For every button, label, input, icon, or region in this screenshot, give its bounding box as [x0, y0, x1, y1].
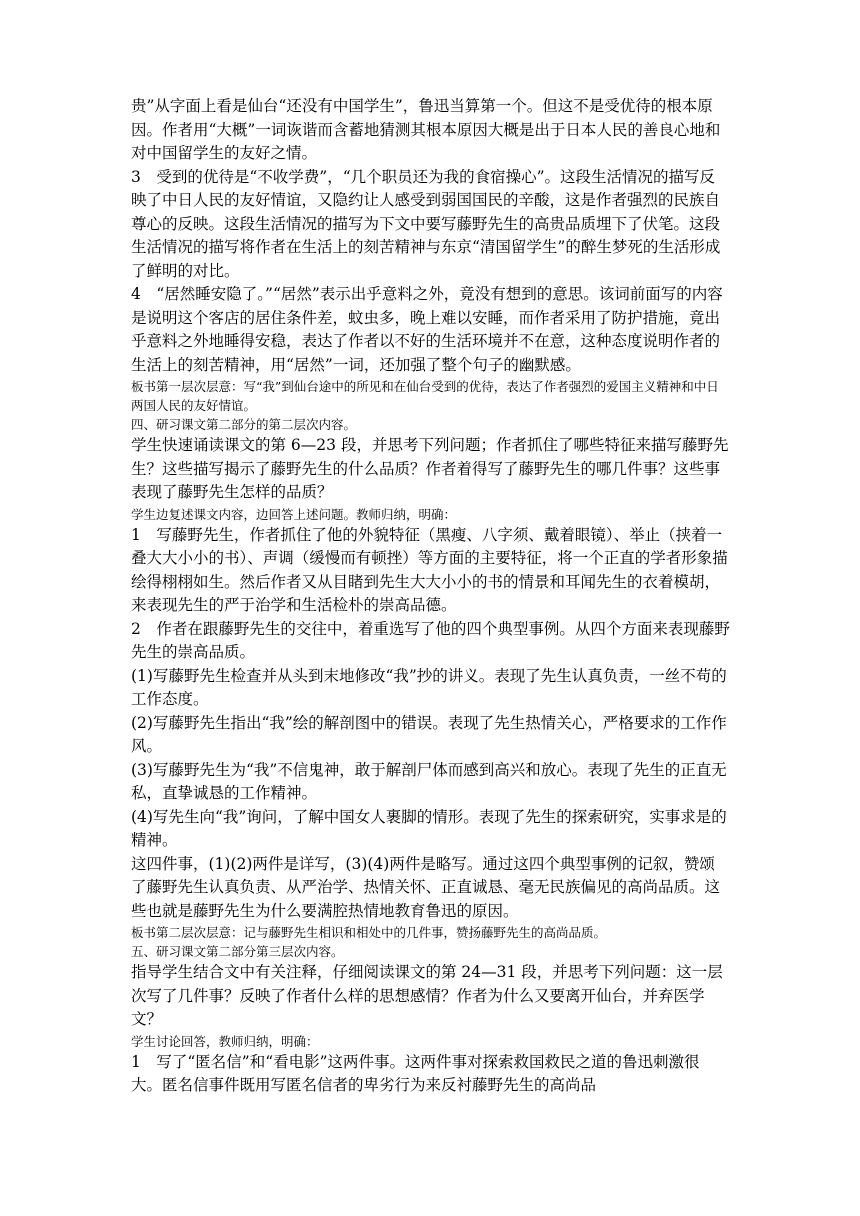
- paragraph-example-4: (4)写先生向“我”询问，了解中国女人裹脚的情形。表现了先生的探索研究，实事求是的精神。: [131, 807, 727, 849]
- document-page: [131, 95, 730, 1098]
- paragraph-example-3: (3)写藤野先生为“我”不信鬼神，敢于解剖尸体而感到高兴和放心。表现了先生的正直无私，直挚诚恳的工作精神。: [131, 760, 727, 802]
- board-note-1: 板书第一层次层意：写“我”到仙台途中的所见和在仙台受到的优待，表达了作者强烈的爱国主义精神和中日两国人民的友好情谊。: [131, 379, 719, 413]
- section-heading-4: 四、研习课文第二部分的第二层次内容。: [131, 417, 357, 432]
- paragraph-questions-1: 学生快速诵读课文的第 6—23 段，并思考下列问题；作者抓住了哪些特征来描写藤野先生？这些描写揭示了藤野先生的什么品质？作者着得写了藤野先生的哪几件事？这些事表现了藤野先生怎样的品质？: [131, 436, 729, 501]
- paragraph-3: 4 “居然睡安隐了。”“居然”表示出乎意料之外，竟没有想到的意思。该词前面写的内容是说明这个客店的居住条件差，蚊虫多，晚上难以安睡，而作者采用了防护措施，竟出乎意料之外地睡得安稳，表达了作者以不好的生活环境并不在意，这种态度说明作者的生活上的刻苦精神，用“居然”一词，还加强了整个句子的幽默感。: [131, 285, 723, 374]
- paragraph-answer-3: 1 写了“匿名信”和“看电影”这两件事。这两件事对探索救国救民之道的鲁迅刺激很大。匿名信事件既用写匿名信者的卑劣行为来反衬藤野先生的高尚品: [131, 1052, 700, 1094]
- section-heading-5: 五、研习课文第二部分第三层次内容。: [131, 944, 344, 959]
- board-note-2: 板书第二层次层意：记与藤野先生相识和相处中的几件事，赞扬藤野先生的高尚品质。: [131, 925, 607, 940]
- paragraph-1: 贵”从字面上看是仙台“还没有中国学生”，鲁迅当算第一个。但这不是受优待的根本原因。作者用“大概”一词诙谐而含蓄地猜测其根本原因大概是出于日本人民的善良心地和对中国留学生的友好之情。: [131, 97, 721, 162]
- teacher-instruction-2: 学生讨论回答，教师归纳，明确：: [131, 1033, 319, 1049]
- paragraph-2: 3 受到的优待是“不收学费”，“几个职员还为我的食宿操心”。这段生活情况的描写反映了中日人民的友好情谊，又隐约让人感受到弱国国民的辛酸，这是作者强烈的民族自尊心的反映。这段生活情况的描写为下文中要写藤野先生的高贵品质埋下了伏笔。这段生活情况的描写将作者在生活上的刻苦精神与东京“清国留学生”的醉生梦死的生活形成了鲜明的对比。: [131, 167, 721, 280]
- paragraph-summary: 这四件事，(1)(2)两件是详写，(3)(4)两件是略写。通过这四个典型事例的记叙，赞颂了藤野先生认真负责、从严治学、热情关怀、正直诚恳、毫无民族偏见的高尚品质。这些也就是藤野先生为什么要满腔热情地教育鲁迅的原因。: [131, 854, 721, 920]
- paragraph-questions-2: 指导学生结合文中有关注释，仔细阅读课文的第 24—31 段，并思考下列问题：这一层次写了几件事？反映了作者什么样的思想感情？作者为什么又要离开仙台，并弃医学文？: [131, 963, 723, 1028]
- paragraph-answer-1: 1 写藤野先生，作者抓住了他的外貌特征（黑瘦、八字须、戴着眼镜）、举止（挟着一叠大大小小的书）、声调（缓慢而有顿挫）等方面的主要特征，将一个正直的学者形象描绘得栩栩如生。然后作者又从目睹到先生大大小小的书的情景和耳闻先生的衣着模胡，来表现先生的严于治学和生活检朴的崇高品德。: [131, 525, 728, 614]
- paragraph-example-2: (2)写藤野先生指出“我”绘的解剖图中的错误。表现了先生热情关心，严格要求的工作作风。: [131, 713, 727, 755]
- paragraph-answer-2: 2 作者在跟藤野先生的交往中，着重选写了他的四个典型事例。从四个方面来表现藤野先生的崇高品质。: [131, 619, 730, 661]
- teacher-instruction-1: 学生边复述课文内容，边回答上述问题。教师归纳，明确：: [131, 506, 457, 522]
- paragraph-example-1: (1)写藤野先生检查并从头到末地修改“我”抄的讲义。表现了先生认真负责，一丝不苟的工作态度。: [131, 666, 727, 708]
